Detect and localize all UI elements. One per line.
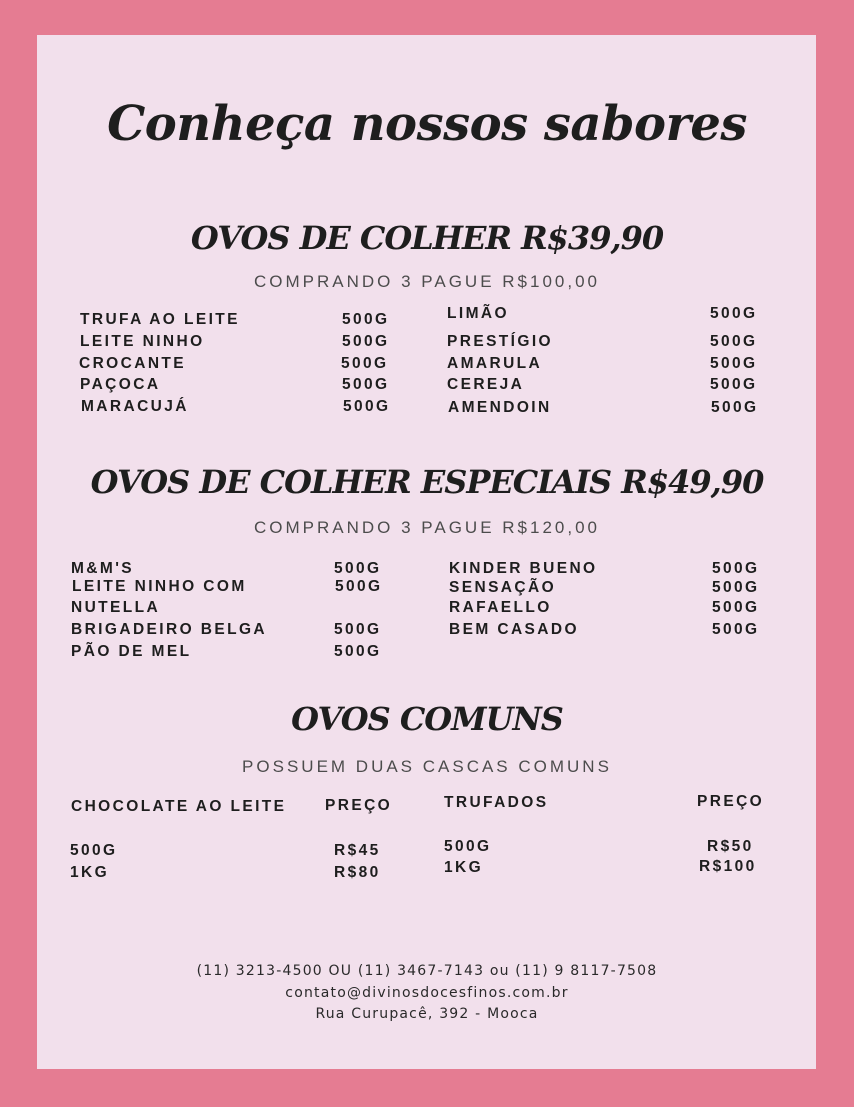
flavor-name: MARACUJÁ [81,398,189,415]
size-label: 1KG [70,864,110,881]
flavor-weight: 500G [334,621,382,638]
flavor-name: PÃO DE MEL [71,643,192,660]
flavor-weight: 500G [342,311,390,328]
comuns-right-header: TRUFADOS [444,794,549,811]
comuns-left-header: CHOCOLATE AO LEITE [71,798,287,815]
flavor-name: PRESTÍGIO [447,333,554,350]
contact-address: Rua Curupacê, 392 - Mooca [315,1006,539,1022]
section-subtitle-colher: COMPRANDO 3 PAGUE R$100,00 [254,272,600,291]
flavor-name: NUTELLA [71,599,161,616]
flavor-weight: 500G [710,333,758,350]
flavor-name: CEREJA [447,376,525,393]
flavor-weight: 500G [712,560,760,577]
contact-phones: (11) 3213-4500 OU (11) 3467-7143 ou (11) 9 8117-7508 [196,963,658,979]
flavor-name: CROCANTE [79,355,187,372]
flavor-name: AMARULA [447,355,543,372]
flavor-weight: 500G [710,355,758,372]
flavor-name: LEITE NINHO COM [72,578,247,595]
flavor-name: KINDER BUENO [449,560,598,577]
section-title-comuns: OVOS COMUNS [291,700,563,738]
flavor-weight: 500G [712,579,760,596]
flavor-name: BRIGADEIRO BELGA [71,621,267,638]
flavor-weight: 500G [342,333,390,350]
comuns-right-price-header: PREÇO [697,793,765,810]
flavor-name: M&M'S [71,560,135,577]
flavor-name: RAFAELLO [449,599,552,616]
price-value: R$80 [334,864,381,881]
price-value: R$50 [707,838,754,855]
section-subtitle-comuns: POSSUEM DUAS CASCAS COMUNS [242,757,612,776]
size-label: 500G [444,838,492,855]
size-label: 500G [70,842,118,859]
flavor-weight: 500G [334,560,382,577]
flavor-name: PAÇOCA [80,376,161,393]
size-label: 1KG [444,859,484,876]
contact-email: contato@divinosdocesfinos.com.br [285,985,569,1001]
flavor-weight: 500G [343,398,391,415]
price-value: R$100 [699,858,757,875]
flavor-name: SENSAÇÃO [449,579,557,596]
page-title: Conheça nossos sabores [107,96,747,152]
flavor-weight: 500G [710,376,758,393]
flavor-name: BEM CASADO [449,621,579,638]
flavor-weight: 500G [710,305,758,322]
section-title-especiais: OVOS DE COLHER ESPECIAIS R$49,90 [90,463,764,501]
flavor-weight: 500G [341,355,389,372]
section-title-colher: OVOS DE COLHER R$39,90 [190,219,664,257]
comuns-left-price-header: PREÇO [325,797,393,814]
section-subtitle-especiais: COMPRANDO 3 PAGUE R$120,00 [254,518,600,537]
flavor-name: AMENDOIN [448,399,552,416]
menu-sheet [37,35,816,1069]
flavor-weight: 500G [334,643,382,660]
flavor-name: TRUFA AO LEITE [80,311,240,328]
flavor-weight: 500G [342,376,390,393]
flavor-weight: 500G [711,399,759,416]
flavor-weight: 500G [335,578,383,595]
flavor-weight: 500G [712,599,760,616]
price-value: R$45 [334,842,381,859]
flavor-weight: 500G [712,621,760,638]
flavor-name: LIMÃO [447,305,509,322]
flavor-name: LEITE NINHO [80,333,205,350]
